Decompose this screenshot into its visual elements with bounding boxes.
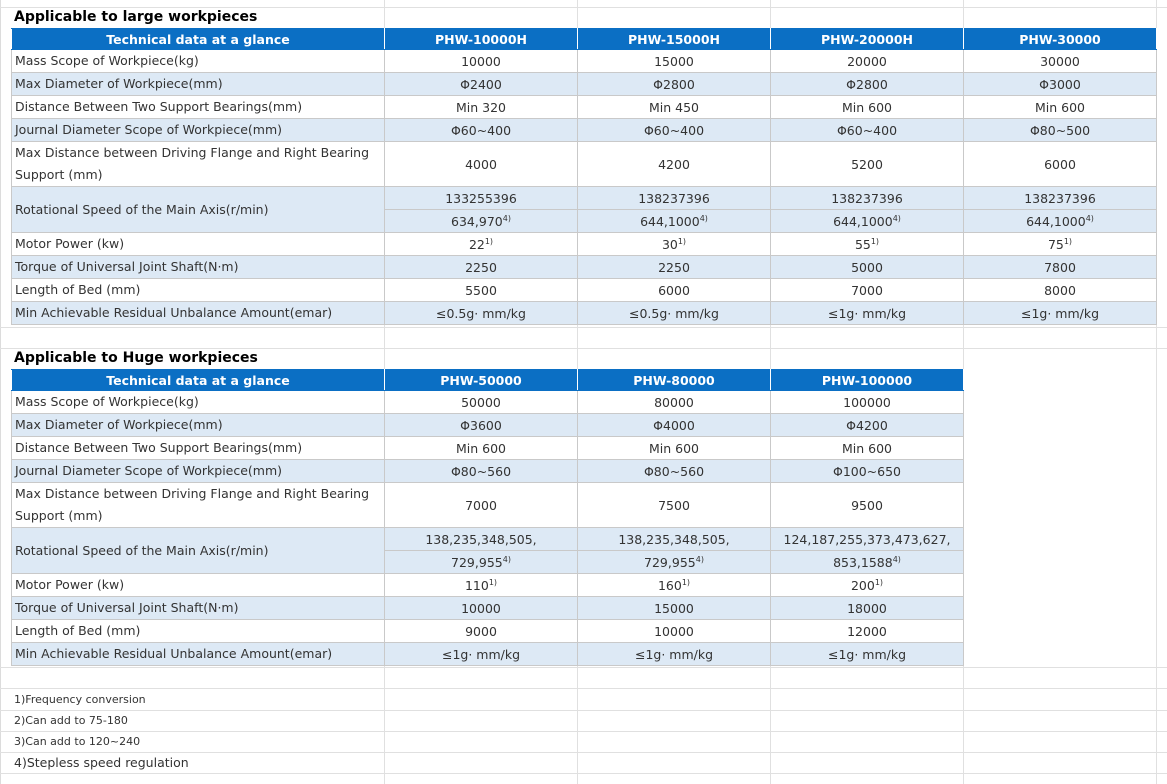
row-label: Max Diameter of Workpiece(mm) (12, 73, 385, 96)
cell: 2250 (578, 256, 771, 279)
row-label: Journal Diameter Scope of Workpiece(mm) (12, 119, 385, 142)
row-journal (12, 119, 1157, 142)
row-diameter (12, 414, 964, 437)
cell-value: 30 (661, 236, 678, 252)
footnote-mark: 1) (484, 236, 494, 246)
cell: 15000 (578, 50, 771, 73)
footnote-mark: 1) (870, 236, 880, 246)
row-label: Motor Power (kw) (12, 574, 385, 597)
row-label: Min Achievable Residual Unbalance Amount(emar) (12, 643, 385, 666)
cell: Φ2800 (771, 73, 964, 96)
row-label: Journal Diameter Scope of Workpiece(mm) (12, 460, 385, 483)
cell: 133255396 (385, 187, 578, 210)
huge-spec-table (11, 369, 964, 666)
cell: 6000 (964, 142, 1157, 187)
cell: Φ3000 (964, 73, 1157, 96)
cell: 9500 (771, 483, 964, 528)
cell-value: 160 (657, 577, 682, 593)
cell: 4000 (385, 142, 578, 187)
footnote: 2)Can add to 75-180 (14, 714, 128, 727)
cell-value: 200 (850, 577, 875, 593)
cell: ≤1g· mm/kg (771, 643, 964, 666)
cell (578, 574, 771, 597)
cell: Φ80~560 (385, 460, 578, 483)
footnote-mark: 1) (488, 577, 498, 587)
cell: Min 450 (578, 96, 771, 119)
cell: 4200 (578, 142, 771, 187)
cell: Φ80~560 (578, 460, 771, 483)
header-label: Technical data at a glance (12, 370, 385, 391)
row-torque (12, 256, 1157, 279)
row-label: Length of Bed (mm) (12, 279, 385, 302)
header-label: Technical data at a glance (12, 29, 385, 50)
footnote-mark: 1) (677, 236, 687, 246)
cell: Min 600 (578, 437, 771, 460)
cell: 10000 (578, 620, 771, 643)
cell-value: 644,1000 (1026, 213, 1086, 229)
large-section-title: Applicable to large workpieces (14, 9, 258, 25)
cell (578, 210, 771, 233)
cell: 10000 (385, 597, 578, 620)
footnote: 4)Stepless speed regulation (14, 755, 189, 770)
cell: 2250 (385, 256, 578, 279)
footnote-mark: 1) (1063, 236, 1073, 246)
footnote-mark: 4) (699, 213, 708, 223)
row-speed-line1 (12, 187, 1157, 210)
cell: Min 600 (964, 96, 1157, 119)
row-label: Max Distance between Driving Flange and Right Bearing Support (mm) (12, 142, 385, 187)
cell-value: 729,955 (451, 554, 503, 570)
cell: 12000 (771, 620, 964, 643)
cell: Φ80~500 (964, 119, 1157, 142)
cell (771, 210, 964, 233)
row-bed (12, 620, 964, 643)
cell: ≤1g· mm/kg (385, 643, 578, 666)
cell: 5200 (771, 142, 964, 187)
cell (385, 551, 578, 574)
model-header: PHW-20000H (771, 29, 964, 50)
model-header: PHW-100000 (771, 370, 964, 391)
cell-value: 110 (464, 577, 489, 593)
cell: Φ2400 (385, 73, 578, 96)
row-label: Torque of Universal Joint Shaft(N·m) (12, 256, 385, 279)
cell: 138,235,348,505, (578, 528, 771, 551)
cell: Min 600 (771, 437, 964, 460)
row-label: Max Distance between Driving Flange and Right Bearing Support (mm) (12, 483, 385, 528)
cell: 20000 (771, 50, 964, 73)
cell: Φ60~400 (771, 119, 964, 142)
cell: 7500 (578, 483, 771, 528)
cell: Min 600 (771, 96, 964, 119)
cell (964, 233, 1157, 256)
cell: ≤1g· mm/kg (771, 302, 964, 325)
cell: 80000 (578, 391, 771, 414)
row-flange (12, 483, 964, 528)
footnote-mark: 1) (681, 577, 691, 587)
header-row (12, 370, 964, 391)
cell: Φ60~400 (578, 119, 771, 142)
row-flange (12, 142, 1157, 187)
cell (385, 574, 578, 597)
cell: Min 320 (385, 96, 578, 119)
row-label: Motor Power (kw) (12, 233, 385, 256)
model-header: PHW-50000 (385, 370, 578, 391)
footnote-mark: 4) (695, 554, 704, 564)
cell-value: 634,970 (451, 213, 503, 229)
cell: 138237396 (964, 187, 1157, 210)
cell (964, 210, 1157, 233)
row-unbalance (12, 643, 964, 666)
cell: Min 600 (385, 437, 578, 460)
row-speed-line1 (12, 528, 964, 551)
cell: 30000 (964, 50, 1157, 73)
cell: 10000 (385, 50, 578, 73)
footnote: 1)Frequency conversion (14, 693, 146, 706)
row-label: Rotational Speed of the Main Axis(r/min) (12, 528, 385, 574)
cell: 100000 (771, 391, 964, 414)
cell (771, 574, 964, 597)
row-diameter (12, 73, 1157, 96)
cell: 7000 (385, 483, 578, 528)
cell: 7800 (964, 256, 1157, 279)
row-label: Mass Scope of Workpiece(kg) (12, 391, 385, 414)
cell (385, 233, 578, 256)
model-header: PHW-30000 (964, 29, 1157, 50)
cell: 7000 (771, 279, 964, 302)
cell: 124,187,255,373,473,627, (771, 528, 964, 551)
cell (771, 233, 964, 256)
cell (578, 233, 771, 256)
cell: 138237396 (578, 187, 771, 210)
cell (578, 551, 771, 574)
cell-value: 644,1000 (833, 213, 893, 229)
model-header: PHW-15000H (578, 29, 771, 50)
row-motor (12, 233, 1157, 256)
footnote-mark: 4) (502, 213, 511, 223)
row-mass (12, 50, 1157, 73)
row-label: Distance Between Two Support Bearings(mm) (12, 437, 385, 460)
cell: 15000 (578, 597, 771, 620)
cell: 5000 (771, 256, 964, 279)
cell: ≤0.5g· mm/kg (578, 302, 771, 325)
cell: 9000 (385, 620, 578, 643)
cell: 8000 (964, 279, 1157, 302)
cell: Φ4200 (771, 414, 964, 437)
cell: 138,235,348,505, (385, 528, 578, 551)
cell-value: 729,955 (644, 554, 696, 570)
cell: ≤1g· mm/kg (578, 643, 771, 666)
cell: 6000 (578, 279, 771, 302)
cell: 5500 (385, 279, 578, 302)
cell: ≤0.5g· mm/kg (385, 302, 578, 325)
row-label: Mass Scope of Workpiece(kg) (12, 50, 385, 73)
footnote-mark: 4) (1085, 213, 1094, 223)
row-journal (12, 460, 964, 483)
model-header: PHW-10000H (385, 29, 578, 50)
cell (771, 551, 964, 574)
row-label: Max Diameter of Workpiece(mm) (12, 414, 385, 437)
cell-value: 853,1588 (833, 554, 893, 570)
header-row (12, 29, 1157, 50)
cell: Φ4000 (578, 414, 771, 437)
cell-value: 22 (468, 236, 485, 252)
cell: Φ100~650 (771, 460, 964, 483)
footnote: 3)Can add to 120~240 (14, 735, 141, 748)
row-motor (12, 574, 964, 597)
footnote-mark: 4) (892, 213, 901, 223)
footnote-mark: 4) (502, 554, 511, 564)
row-bed (12, 279, 1157, 302)
cell: 138237396 (771, 187, 964, 210)
row-label: Rotational Speed of the Main Axis(r/min) (12, 187, 385, 233)
footnote-mark: 4) (892, 554, 901, 564)
cell: Φ3600 (385, 414, 578, 437)
row-label: Min Achievable Residual Unbalance Amount(emar) (12, 302, 385, 325)
row-distance (12, 96, 1157, 119)
large-spec-table (11, 28, 1157, 325)
footnotes (14, 689, 189, 773)
row-label: Torque of Universal Joint Shaft(N·m) (12, 597, 385, 620)
cell: ≤1g· mm/kg (964, 302, 1157, 325)
huge-section-title: Applicable to Huge workpieces (14, 350, 258, 366)
row-torque (12, 597, 964, 620)
cell-value: 644,1000 (640, 213, 700, 229)
cell: 18000 (771, 597, 964, 620)
cell: Φ2800 (578, 73, 771, 96)
cell (385, 210, 578, 233)
row-mass (12, 391, 964, 414)
row-unbalance (12, 302, 1157, 325)
cell-value: 55 (854, 236, 871, 252)
row-distance (12, 437, 964, 460)
model-header: PHW-80000 (578, 370, 771, 391)
row-label: Length of Bed (mm) (12, 620, 385, 643)
cell: Φ60~400 (385, 119, 578, 142)
row-label: Distance Between Two Support Bearings(mm) (12, 96, 385, 119)
footnote-mark: 1) (874, 577, 884, 587)
cell-value: 75 (1047, 236, 1064, 252)
cell: 50000 (385, 391, 578, 414)
